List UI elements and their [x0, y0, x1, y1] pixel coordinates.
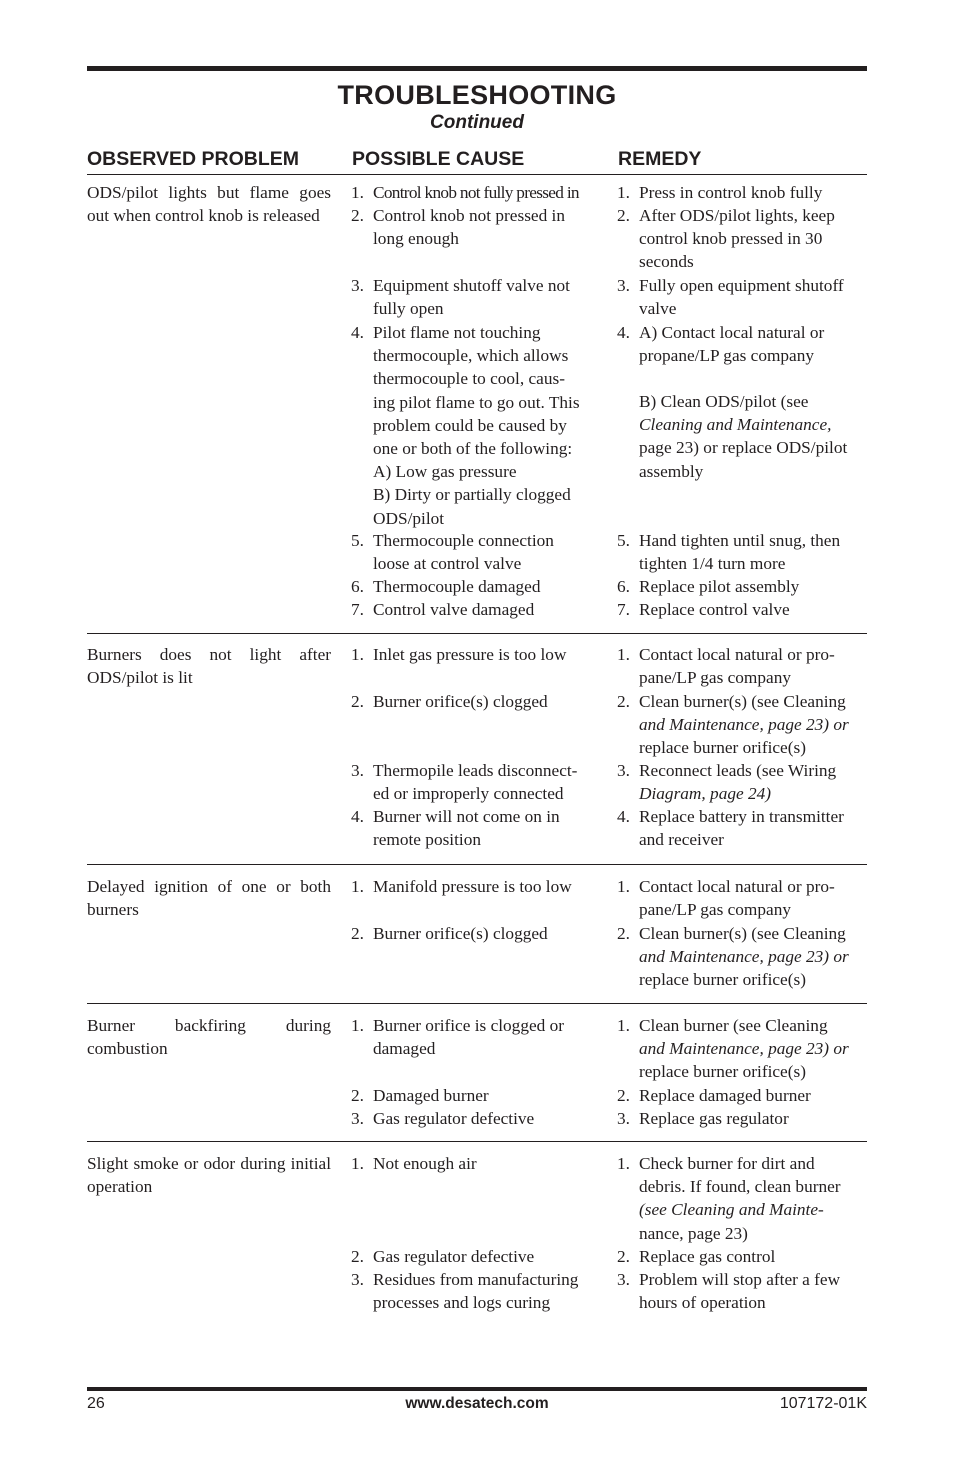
- observed-problem: Burners does not light after ODS/pilot is lit: [87, 645, 331, 688]
- remedy-text: Clean burner (see Cleaning and Maintenance, page 23) or replace burner orifice(s): [639, 1016, 849, 1082]
- cause-text: Equipment shutoff valve not fully open: [373, 276, 570, 319]
- cause-text: Control knob not fully pressed in: [373, 183, 579, 202]
- cause-text: Burner orifice(s) clogged: [373, 924, 548, 943]
- observed-problem: Delayed ignition of one or both burners: [87, 877, 331, 920]
- observed-problem: Slight smoke or odor during initial operation: [87, 1154, 331, 1197]
- remedy-text: Reconnect leads (see Wiring Diagram, page 24): [639, 761, 837, 804]
- remedy-text: A) Contact local natural or propane/LP gas company: [639, 323, 825, 366]
- cause-text: Control valve damaged: [373, 600, 535, 619]
- cause-text: Control knob not pressed in long enough: [373, 206, 566, 249]
- page-number: 26: [87, 1395, 105, 1412]
- remedy-text: Contact local natural or pro- pane/LP gas company: [639, 877, 835, 920]
- cause-text: Thermocouple connection loose at control valve: [373, 531, 554, 574]
- cause-text: Thermocouple damaged: [373, 577, 541, 596]
- column-header-problem: OBSERVED PROBLEM: [87, 148, 300, 170]
- remedy-text: Replace damaged burner: [639, 1086, 811, 1105]
- remedy-text: Clean burner(s) (see Cleaning and Maintenance, page 23) or replace burner orifice(s): [639, 924, 849, 990]
- top-rule: [87, 66, 867, 71]
- remedy-text: Replace gas control: [639, 1247, 776, 1266]
- header-rule: [87, 174, 867, 175]
- cause-text: Burner orifice is clogged or damaged: [373, 1016, 564, 1059]
- column-header-cause: POSSIBLE CAUSE: [352, 148, 525, 170]
- cause-text: Residues from manufacturing processes and logs curing: [373, 1270, 579, 1313]
- row-divider: [87, 1003, 867, 1004]
- cause-text: Gas regulator defective: [373, 1109, 535, 1128]
- observed-problem: ODS/pilot lights but flame goes out when control knob is released: [87, 183, 331, 226]
- remedy-text: Check burner for dirt and debris. If found, clean burner (see Cleaning and Mainte- nance, page 23): [639, 1154, 841, 1243]
- remedy-text: Replace pilot assembly: [639, 577, 800, 596]
- remedy-text: Problem will stop after a few hours of operation: [639, 1270, 841, 1313]
- page-title: TROUBLESHOOTING: [337, 80, 617, 110]
- cause-text: Inlet gas pressure is too low: [373, 645, 567, 664]
- remedy-text: Clean burner(s) (see Cleaning and Maintenance, page 23) or replace burner orifice(s): [639, 692, 849, 758]
- remedy-text: Replace control valve: [639, 600, 790, 619]
- document-number: 107172-01K: [779, 1395, 867, 1412]
- observed-problem: Burner backfiring during combustion: [87, 1016, 331, 1059]
- remedy-text: Replace battery in transmitter and receiver: [639, 807, 844, 850]
- remedy-text: Contact local natural or pro- pane/LP gas company: [639, 645, 835, 688]
- remedy-text: After ODS/pilot lights, keep control knob pressed in 30 seconds: [639, 206, 835, 272]
- row-divider: [87, 864, 867, 865]
- remedy-text: Hand tighten until snug, then tighten 1/4 turn more: [639, 531, 841, 574]
- remedy-text: Replace gas regulator: [639, 1109, 789, 1128]
- row-divider: [87, 1141, 867, 1142]
- cause-text: Burner will not come on in remote position: [373, 807, 560, 850]
- remedy-text: Fully open equipment shutoff valve: [639, 276, 844, 319]
- remedy-text: B) Clean ODS/pilot (see Cleaning and Maintenance, page 23) or replace ODS/pilot assembly: [639, 392, 848, 481]
- bottom-rule: [87, 1387, 867, 1391]
- column-header-remedy: REMEDY: [618, 148, 702, 170]
- remedy-text: Press in control knob fully: [639, 183, 823, 202]
- cause-text: Burner orifice(s) clogged: [373, 692, 548, 711]
- cause-text: Manifold pressure is too low: [373, 877, 572, 896]
- cause-text: Damaged burner: [373, 1086, 489, 1105]
- row-divider: [87, 633, 867, 634]
- website-link[interactable]: www.desatech.com: [405, 1395, 549, 1412]
- cause-text: Pilot flame not touching thermocouple, which allows thermocouple to cool, caus- ing pilot flame to go out. This problem could be caused by one or both of the following: A) Low gas pressure B) Dirty or partially clogged ODS/pilot: [373, 323, 580, 528]
- cause-text: Not enough air: [373, 1154, 477, 1173]
- page-subtitle: Continued: [430, 112, 524, 133]
- cause-text: Thermopile leads disconnect- ed or improperly connected: [373, 761, 578, 804]
- cause-text: Gas regulator defective: [373, 1247, 535, 1266]
